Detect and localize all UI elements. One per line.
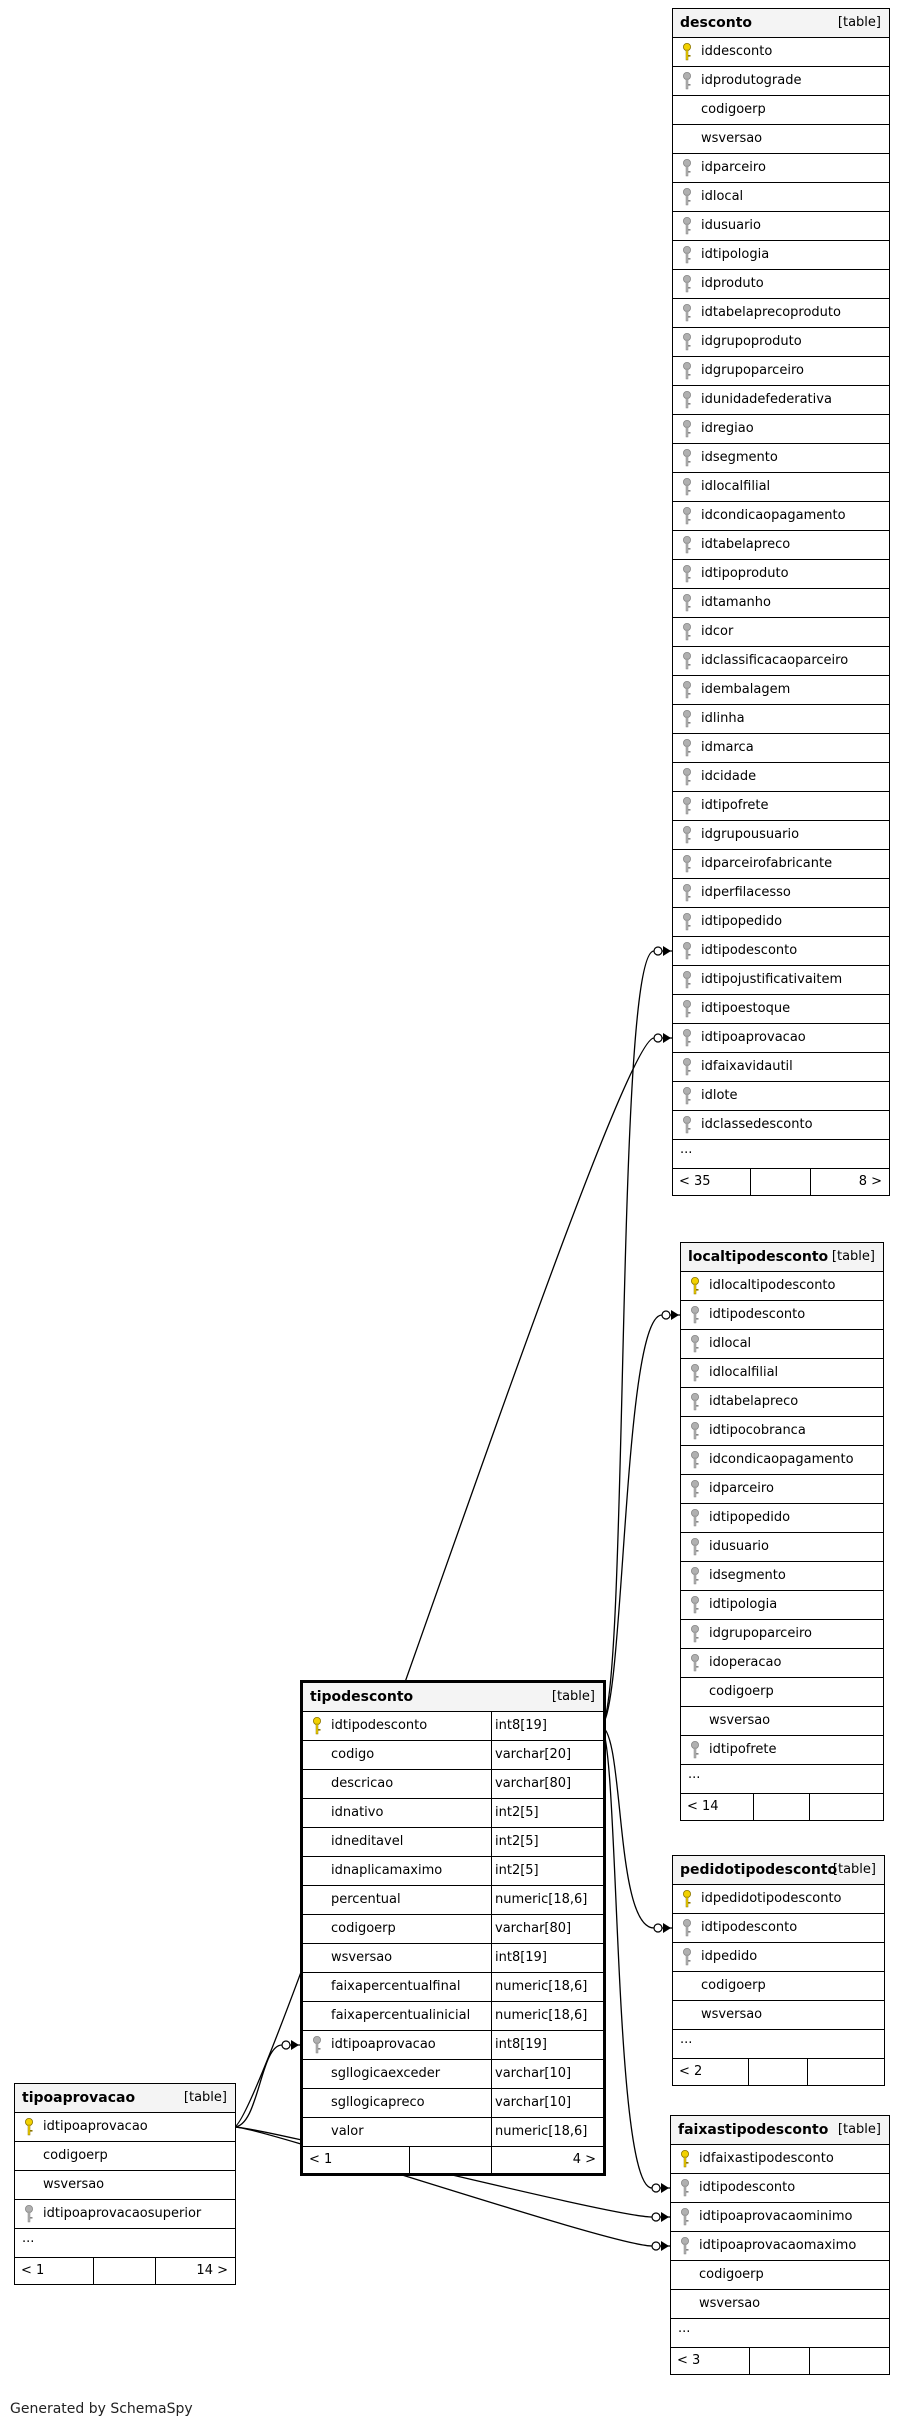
column-name: wsversao <box>709 1713 771 1728</box>
column-type: numeric[18,6] <box>495 2124 588 2139</box>
column-divider <box>491 2002 492 2030</box>
column-row[interactable] <box>673 995 889 1024</box>
column-name: idtipoaprovacao <box>701 1030 806 1045</box>
column-divider <box>491 1741 492 1769</box>
column-divider <box>491 1770 492 1798</box>
column-row[interactable] <box>673 2001 884 2030</box>
column-name: codigoerp <box>43 2148 108 2163</box>
relationship-line <box>600 951 672 1726</box>
column-row[interactable] <box>673 531 889 560</box>
column-name: idcondicaopagamento <box>701 508 846 523</box>
foreign-key-marker <box>652 2241 669 2251</box>
column-name: percentual <box>331 1892 401 1907</box>
column-row[interactable] <box>673 792 889 821</box>
column-name: idgrupousuario <box>701 827 800 842</box>
column-name: idtipodesconto <box>709 1307 806 1322</box>
column-name: codigoerp <box>331 1921 396 1936</box>
column-name: wsversao <box>43 2177 105 2192</box>
column-type: int2[5] <box>495 1805 539 1820</box>
column-name: idtipoaprovacao <box>331 2037 436 2052</box>
foreign-key-marker <box>652 2212 669 2222</box>
column-divider <box>491 1915 492 1943</box>
column-row[interactable] <box>673 966 889 995</box>
column-row[interactable] <box>673 1111 889 1140</box>
column-name: idoperacao <box>709 1655 782 1670</box>
column-name: idtipoestoque <box>701 1001 791 1016</box>
column-name: idlote <box>701 1088 738 1103</box>
table-header[interactable] <box>681 1243 883 1272</box>
column-row[interactable] <box>673 1885 884 1914</box>
column-row[interactable] <box>15 2200 235 2229</box>
column-row[interactable] <box>673 183 889 212</box>
column-type: numeric[18,6] <box>495 2008 588 2023</box>
column-row[interactable] <box>673 154 889 183</box>
column-name: idsegmento <box>701 450 778 465</box>
column-type: numeric[18,6] <box>495 1979 588 1994</box>
column-name: codigoerp <box>709 1684 774 1699</box>
column-divider <box>491 2089 492 2117</box>
column-name: idtipoaprovacaosuperior <box>43 2206 202 2221</box>
column-type: int8[19] <box>495 1950 547 1965</box>
column-name: idgrupoparceiro <box>701 363 804 378</box>
column-name: idusuario <box>709 1539 769 1554</box>
parents-count[interactable]: < 1 <box>21 2263 45 2278</box>
column-name: idneditavel <box>331 1834 404 1849</box>
column-type: int2[5] <box>495 1834 539 1849</box>
column-row[interactable] <box>673 299 889 328</box>
column-name: idtabelaprecoproduto <box>701 305 841 320</box>
column-row[interactable] <box>681 1649 883 1678</box>
column-row[interactable] <box>303 1741 603 1770</box>
column-name: wsversao <box>699 2296 761 2311</box>
column-row[interactable] <box>673 270 889 299</box>
column-divider <box>491 1973 492 2001</box>
table-type-label: [table] <box>831 1249 875 1264</box>
column-divider <box>491 1944 492 1972</box>
table-name: faixastipodesconto <box>678 2122 829 2138</box>
column-row[interactable] <box>303 1712 603 1741</box>
table-name: tipodesconto <box>310 1689 414 1705</box>
column-row[interactable] <box>681 1475 883 1504</box>
column-row[interactable] <box>681 1359 883 1388</box>
more-columns-ellipsis[interactable]: ... <box>681 1765 883 1794</box>
column-name: idpedido <box>701 1949 758 1964</box>
column-name: idtipopedido <box>709 1510 791 1525</box>
table-type-label: [table] <box>832 1862 876 1877</box>
column-row[interactable] <box>303 1857 603 1886</box>
column-row[interactable] <box>673 1943 884 1972</box>
column-name: idunidadefederativa <box>701 392 832 407</box>
column-row[interactable] <box>671 2232 889 2261</box>
column-row[interactable] <box>673 473 889 502</box>
table-type-label: [table] <box>183 2090 227 2105</box>
column-row[interactable] <box>681 1417 883 1446</box>
table-desconto[interactable] <box>672 8 890 1196</box>
column-row[interactable] <box>303 2089 603 2118</box>
column-name: idgrupoproduto <box>701 334 802 349</box>
column-name: idregiao <box>701 421 754 436</box>
column-type: int2[5] <box>495 1863 539 1878</box>
relationship-line <box>600 1726 672 1928</box>
column-name: idcor <box>701 624 734 639</box>
column-row[interactable] <box>15 2171 235 2200</box>
more-columns-ellipsis[interactable]: ... <box>15 2229 235 2258</box>
column-row[interactable] <box>673 67 889 96</box>
column-name: idtipocobranca <box>709 1423 806 1438</box>
column-row[interactable] <box>673 357 889 386</box>
column-name: valor <box>331 2124 364 2139</box>
column-row[interactable] <box>681 1591 883 1620</box>
column-name: idtipoaprovacaominimo <box>699 2209 853 2224</box>
column-name: wsversao <box>701 2007 763 2022</box>
children-count[interactable]: 4 > <box>572 2152 596 2167</box>
column-name: idtipodesconto <box>701 1920 798 1935</box>
parents-count[interactable]: < 3 <box>677 2353 701 2368</box>
column-name: idtipofrete <box>709 1742 777 1757</box>
column-name: iddesconto <box>701 44 773 59</box>
column-name: idlocalfilial <box>701 479 771 494</box>
generated-by-label: Generated by SchemaSpy <box>10 2401 193 2417</box>
column-row[interactable] <box>673 821 889 850</box>
column-row[interactable] <box>673 879 889 908</box>
column-row[interactable] <box>681 1620 883 1649</box>
table-footer <box>681 1794 883 1820</box>
column-row[interactable] <box>303 1973 603 2002</box>
column-row[interactable] <box>303 2002 603 2031</box>
column-row[interactable] <box>673 415 889 444</box>
table-name: tipoaprovacao <box>22 2090 136 2106</box>
table-footer <box>303 2147 603 2173</box>
column-row[interactable] <box>673 734 889 763</box>
column-row[interactable] <box>681 1330 883 1359</box>
column-name: idcondicaopagamento <box>709 1452 854 1467</box>
column-row[interactable] <box>673 676 889 705</box>
column-row[interactable] <box>303 2031 603 2060</box>
column-row[interactable] <box>673 1024 889 1053</box>
column-row[interactable] <box>673 705 889 734</box>
column-name: codigo <box>331 1747 375 1762</box>
column-name: faixapercentualfinal <box>331 1979 461 1994</box>
column-divider <box>491 1857 492 1885</box>
column-name: idperfilacesso <box>701 885 791 900</box>
column-row[interactable] <box>681 1504 883 1533</box>
column-row[interactable] <box>15 2142 235 2171</box>
column-name: idlocalfilial <box>709 1365 779 1380</box>
column-name: faixapercentualinicial <box>331 2008 471 2023</box>
column-row[interactable] <box>681 1388 883 1417</box>
column-row[interactable] <box>673 241 889 270</box>
column-type: numeric[18,6] <box>495 1892 588 1907</box>
table-type-label: [table] <box>551 1689 595 1704</box>
column-name: idclassificacaoparceiro <box>701 653 849 668</box>
column-name: idmarca <box>701 740 754 755</box>
table-faixastipodesconto[interactable] <box>670 2115 890 2375</box>
more-columns-ellipsis[interactable]: ... <box>673 2030 884 2059</box>
column-row[interactable] <box>673 1082 889 1111</box>
column-row[interactable] <box>673 125 889 154</box>
table-name: localtipodesconto <box>688 1249 829 1265</box>
column-name: idtabelapreco <box>701 537 791 552</box>
column-name: idnativo <box>331 1805 384 1820</box>
column-name: idparceirofabricante <box>701 856 833 871</box>
table-header[interactable] <box>673 9 889 38</box>
column-name: idtipodesconto <box>699 2180 796 2195</box>
column-name: idnaplicamaximo <box>331 1863 443 1878</box>
column-name: codigoerp <box>701 1978 766 1993</box>
column-row[interactable] <box>673 38 889 67</box>
column-name: idfaixastipodesconto <box>699 2151 834 2166</box>
table-pedidotipodesconto[interactable] <box>672 1855 885 2086</box>
column-row[interactable] <box>303 1770 603 1799</box>
table-footer <box>673 2059 884 2085</box>
relationship-line <box>234 2045 300 2127</box>
column-name: codigoerp <box>699 2267 764 2282</box>
column-name: sgllogicapreco <box>331 2095 425 2110</box>
column-divider <box>491 2060 492 2088</box>
column-type: int8[19] <box>495 1718 547 1733</box>
column-name: idtipofrete <box>701 798 769 813</box>
column-row[interactable] <box>671 2203 889 2232</box>
column-divider <box>491 2118 492 2146</box>
column-name: idcidade <box>701 769 757 784</box>
column-name: idsegmento <box>709 1568 786 1583</box>
column-name: idlocal <box>709 1336 752 1351</box>
column-name: idtipologia <box>701 247 770 262</box>
column-name: idpedidotipodesconto <box>701 1891 842 1906</box>
column-row[interactable] <box>673 937 889 966</box>
column-row[interactable] <box>681 1736 883 1765</box>
foreign-key-marker <box>654 1923 671 1933</box>
column-name: idtipoaprovacaomaximo <box>699 2238 857 2253</box>
column-row[interactable] <box>671 2261 889 2290</box>
column-type: varchar[20] <box>495 1747 572 1762</box>
column-name: idtipodesconto <box>701 943 798 958</box>
column-row[interactable] <box>673 560 889 589</box>
foreign-key-marker <box>654 1033 671 1043</box>
column-type: varchar[10] <box>495 2095 572 2110</box>
parents-count[interactable]: < 1 <box>309 2152 333 2167</box>
children-count[interactable]: 14 > <box>196 2263 228 2278</box>
column-divider <box>491 1799 492 1827</box>
column-row[interactable] <box>681 1533 883 1562</box>
column-row[interactable] <box>673 444 889 473</box>
column-name: idlocal <box>701 189 744 204</box>
column-row[interactable] <box>673 1914 884 1943</box>
column-divider <box>491 2031 492 2059</box>
column-name: idtipologia <box>709 1597 778 1612</box>
column-name: idtipoproduto <box>701 566 789 581</box>
parents-count[interactable]: < 35 <box>679 1174 711 1189</box>
column-row[interactable] <box>673 908 889 937</box>
column-name: idusuario <box>701 218 761 233</box>
column-name: idlocaltipodesconto <box>709 1278 836 1293</box>
table-footer <box>673 1169 889 1195</box>
column-row[interactable] <box>673 850 889 879</box>
column-name: wsversao <box>701 131 763 146</box>
foreign-key-marker <box>662 1310 679 1320</box>
column-row[interactable] <box>671 2174 889 2203</box>
table-type-label: [table] <box>837 2122 881 2137</box>
column-name: descricao <box>331 1776 394 1791</box>
column-divider <box>491 1712 492 1740</box>
column-name: idembalagem <box>701 682 791 697</box>
column-divider <box>491 1828 492 1856</box>
table-header[interactable] <box>673 1856 884 1885</box>
table-footer <box>15 2258 235 2284</box>
relationship-line <box>600 1726 670 2188</box>
children-count[interactable]: 8 > <box>858 1174 882 1189</box>
column-name: idtipoaprovacao <box>43 2119 148 2134</box>
column-name: idclassedesconto <box>701 1117 813 1132</box>
column-row[interactable] <box>303 1944 603 1973</box>
column-name: idtamanho <box>701 595 771 610</box>
column-row[interactable] <box>303 1886 603 1915</box>
column-name: idtabelapreco <box>709 1394 799 1409</box>
column-divider <box>491 1886 492 1914</box>
table-type-label: [table] <box>837 15 881 30</box>
column-row[interactable] <box>681 1707 883 1736</box>
column-name: idfaixavidautil <box>701 1059 793 1074</box>
table-tipodesconto[interactable] <box>300 1680 606 2176</box>
table-name: desconto <box>680 15 753 31</box>
foreign-key-marker <box>282 2040 299 2050</box>
column-type: int8[19] <box>495 2037 547 2052</box>
column-row[interactable] <box>671 2145 889 2174</box>
foreign-key-marker <box>654 946 671 956</box>
column-row[interactable] <box>673 589 889 618</box>
column-name: idtipojustificativaitem <box>701 972 843 987</box>
column-row[interactable] <box>673 502 889 531</box>
column-name: idgrupoparceiro <box>709 1626 812 1641</box>
column-name: sgllogicaexceder <box>331 2066 441 2081</box>
column-name: idtipodesconto <box>331 1718 428 1733</box>
parents-count[interactable]: < 2 <box>679 2064 703 2079</box>
parents-count[interactable]: < 14 <box>687 1799 719 1814</box>
more-columns-ellipsis[interactable]: ... <box>673 1140 889 1169</box>
column-row[interactable] <box>673 96 889 125</box>
column-name: idparceiro <box>709 1481 774 1496</box>
column-row[interactable] <box>681 1678 883 1707</box>
column-row[interactable] <box>303 2118 603 2147</box>
column-row[interactable] <box>673 328 889 357</box>
foreign-key-marker <box>652 2183 669 2193</box>
column-row[interactable] <box>673 647 889 676</box>
column-name: idlinha <box>701 711 745 726</box>
table-tipoaprovacao[interactable] <box>14 2083 236 2285</box>
column-type: varchar[80] <box>495 1776 572 1791</box>
column-row[interactable] <box>303 2060 603 2089</box>
table-localtipodesconto[interactable] <box>680 1242 884 1821</box>
table-footer <box>671 2348 889 2374</box>
column-row[interactable] <box>681 1272 883 1301</box>
column-row[interactable] <box>673 618 889 647</box>
column-name: idparceiro <box>701 160 766 175</box>
table-header[interactable] <box>303 1683 603 1712</box>
column-row[interactable] <box>303 1799 603 1828</box>
column-name: wsversao <box>331 1950 393 1965</box>
column-row[interactable] <box>303 1828 603 1857</box>
column-row[interactable] <box>673 1053 889 1082</box>
column-row[interactable] <box>681 1301 883 1330</box>
table-header[interactable] <box>15 2084 235 2113</box>
column-type: varchar[80] <box>495 1921 572 1936</box>
column-row[interactable] <box>671 2290 889 2319</box>
column-row[interactable] <box>673 763 889 792</box>
column-name: codigoerp <box>701 102 766 117</box>
column-row[interactable] <box>681 1446 883 1475</box>
column-row[interactable] <box>15 2113 235 2142</box>
column-row[interactable] <box>673 386 889 415</box>
column-name: idproduto <box>701 276 764 291</box>
column-name: idtipopedido <box>701 914 783 929</box>
more-columns-ellipsis[interactable]: ... <box>671 2319 889 2348</box>
column-name: idprodutograde <box>701 73 802 88</box>
column-type: varchar[10] <box>495 2066 572 2081</box>
column-row[interactable] <box>303 1915 603 1944</box>
table-header[interactable] <box>671 2116 889 2145</box>
column-row[interactable] <box>681 1562 883 1591</box>
column-row[interactable] <box>673 1972 884 2001</box>
column-row[interactable] <box>673 212 889 241</box>
table-name: pedidotipodesconto <box>680 1862 838 1878</box>
